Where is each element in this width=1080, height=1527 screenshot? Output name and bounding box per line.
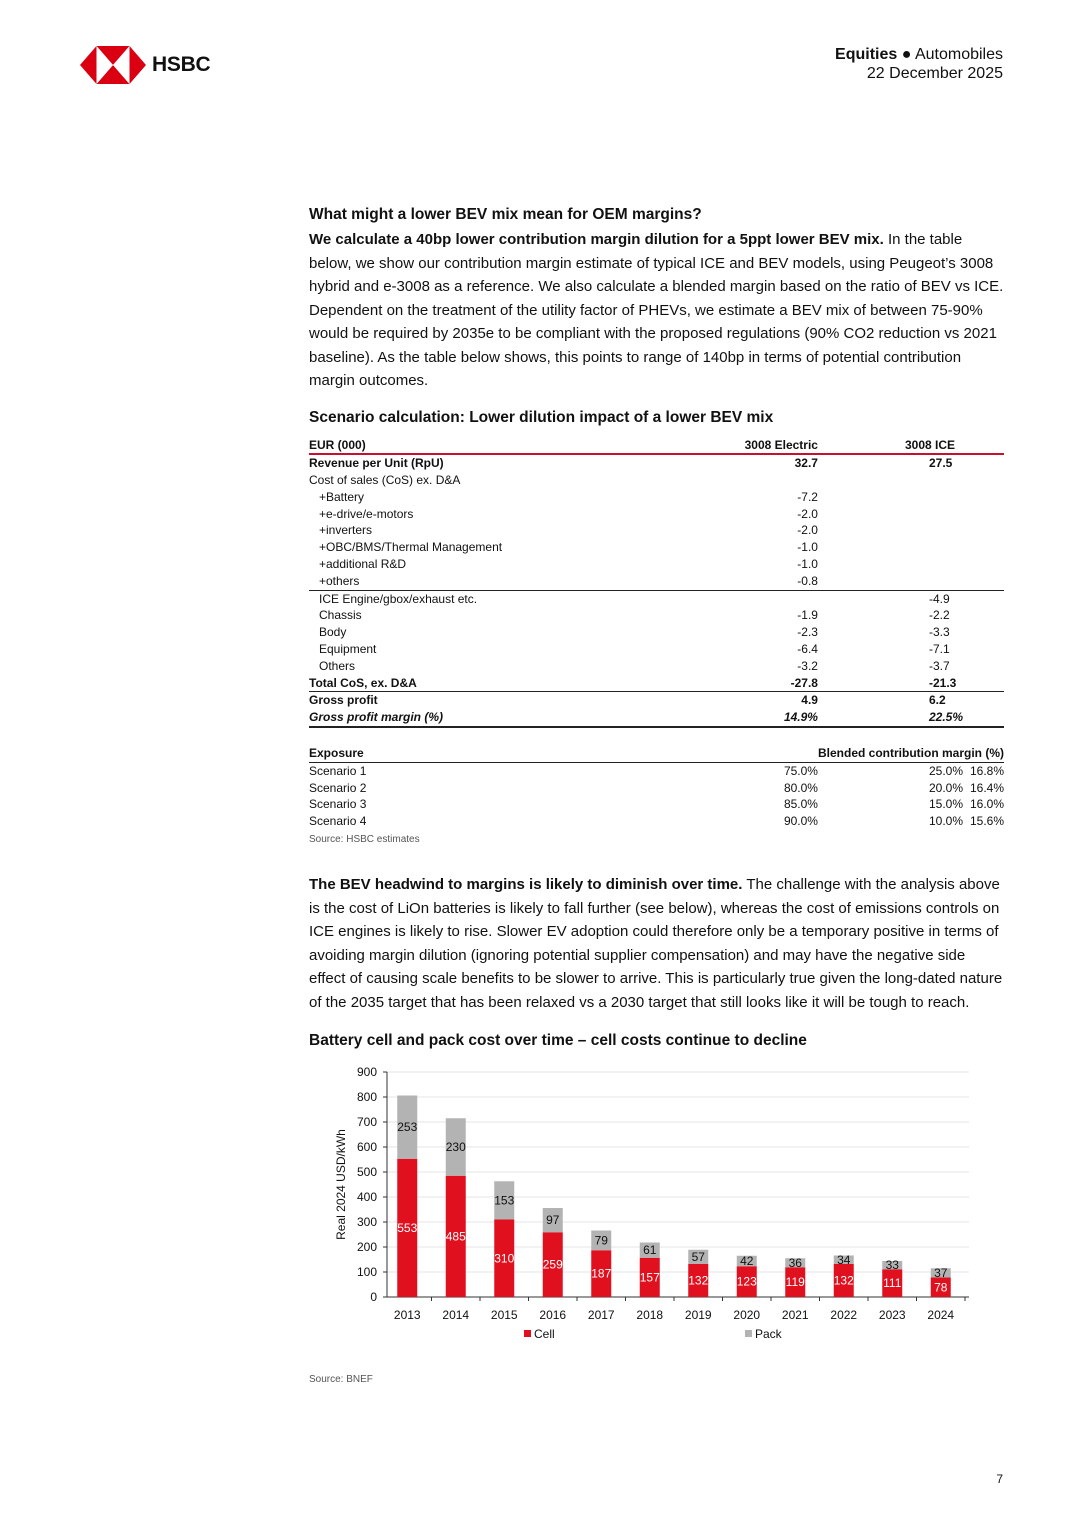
exposure-header-row [309, 745, 1004, 762]
row-label: Gross profit [309, 693, 378, 708]
scenario-ice-share: 20.0% [928, 780, 964, 795]
y-tick-label: 900 [356, 1065, 377, 1080]
row-ice-value: -3.7 [928, 658, 950, 673]
label-pack-2013: 253 [397, 1120, 418, 1135]
bullet-icon: ● [901, 46, 912, 63]
row-label: Revenue per Unit (RpU) [309, 456, 444, 471]
row-electric-value: 4.9 [801, 693, 818, 708]
section2-lead: The BEV headwind to margins is likely to diminish over time. [309, 876, 743, 894]
row-electric-value: -1.0 [797, 540, 818, 555]
row-electric-value: 14.9% [688, 709, 818, 727]
row-ice-value: 6.2 [928, 693, 946, 708]
main-content [309, 206, 1004, 1385]
legend-pack-label: Pack [755, 1327, 782, 1342]
hsbc-logo-text: HSBC [152, 53, 211, 76]
row-label: Chassis [319, 608, 362, 623]
label-pack-2016: 97 [546, 1213, 560, 1228]
row-ice-value: -7.1 [928, 642, 950, 657]
row-electric-value: 32.7 [794, 456, 818, 471]
row-ice-value: -4.9 [818, 590, 1004, 607]
scenario-bev-share: 85.0% [783, 797, 818, 812]
x-tick-label: 2016 [539, 1308, 567, 1323]
legend-pack-swatch [745, 1330, 752, 1337]
scenario-bev-share: 90.0% [783, 814, 818, 829]
section1-lead: We calculate a 40bp lower contribution margin dilution for a 5ppt lower BEV mix. [309, 231, 884, 248]
x-tick-label: 2022 [830, 1308, 858, 1323]
y-tick-label: 200 [356, 1240, 377, 1255]
label-pack-2019: 57 [691, 1249, 705, 1264]
scenario-ice-share: 25.0% [928, 763, 964, 778]
scenario-label: Scenario 1 [309, 763, 367, 778]
row-ice-value [818, 556, 1004, 573]
scenario-row [309, 762, 1004, 779]
label-cell-2022: 132 [833, 1273, 854, 1288]
row-label: +additional R&D [319, 557, 407, 572]
row-label: +others [319, 573, 360, 588]
header-section: Equities [835, 46, 898, 63]
row-electric-value: -7.2 [797, 489, 818, 504]
scenario-blended-margin: 16.8% [969, 763, 1004, 778]
chart-title: Battery cell and pack cost over time – cell costs continue to decline [309, 1032, 807, 1050]
scenario-table [309, 437, 1004, 831]
table-row [309, 590, 1004, 607]
row-electric-value: -27.8 [688, 675, 818, 692]
row-label: Body [319, 625, 347, 640]
row-electric-value: -1.9 [797, 608, 818, 623]
label-pack-2018: 61 [643, 1243, 657, 1258]
row-ice-value [818, 506, 1004, 523]
hsbc-logo [80, 46, 210, 84]
x-tick-label: 2020 [733, 1308, 761, 1323]
label-cell-2015: 310 [494, 1251, 515, 1266]
label-pack-2015: 153 [494, 1193, 515, 1208]
legend-cell-label: Cell [534, 1327, 555, 1342]
y-tick-label: 600 [356, 1140, 377, 1155]
section1-paragraph [309, 228, 1004, 393]
x-tick-label: 2019 [684, 1308, 712, 1323]
row-ice-value: -3.3 [928, 625, 950, 640]
y-tick-label: 100 [356, 1265, 377, 1280]
table-row [309, 489, 1004, 506]
hsbc-hexagon-icon [80, 46, 146, 84]
table-title: Scenario calculation: Lower dilution impact of a lower BEV mix [309, 408, 774, 426]
chart-source: Source: BNEF [309, 1374, 373, 1386]
header-electric: 3008 Electric [688, 437, 818, 455]
scenario-blended-margin: 15.6% [969, 814, 1004, 829]
header-date: 22 December 2025 [866, 65, 1003, 82]
label-pack-2021: 36 [788, 1255, 802, 1270]
row-ice-value: 22.5% [818, 709, 1004, 727]
section-heading: What might a lower BEV mix mean for OEM margins? [309, 206, 702, 223]
x-tick-label: 2013 [393, 1308, 421, 1323]
table-row [309, 522, 1004, 539]
scenario-bev-share: 75.0% [783, 763, 818, 778]
y-tick-label: 0 [370, 1290, 377, 1305]
scenario-blended-margin: 16.0% [969, 797, 1004, 812]
label-pack-2024: 37 [934, 1265, 948, 1280]
row-electric-value: -2.0 [797, 523, 818, 538]
label-cell-2020: 123 [736, 1274, 757, 1289]
label-pack-2017: 79 [594, 1233, 608, 1248]
header-ice: 3008 ICE [818, 437, 1004, 455]
blended-margin-header: Blended contribution margin (%) [818, 745, 1004, 762]
table-row [309, 675, 1004, 692]
scenario-bev-share: 80.0% [783, 780, 818, 795]
y-axis-label: Real 2024 USD/kWh [334, 1129, 348, 1240]
table-row [309, 607, 1004, 624]
row-electric-value: -0.8 [797, 573, 818, 588]
x-tick-label: 2021 [781, 1308, 809, 1323]
label-cell-2016: 259 [542, 1257, 563, 1272]
row-label: Gross profit margin (%) [309, 709, 643, 727]
row-label: +inverters [319, 523, 373, 538]
x-tick-label: 2023 [878, 1308, 906, 1323]
row-electric-value: -6.4 [797, 642, 818, 657]
row-ice-value [818, 489, 1004, 506]
table-row [309, 539, 1004, 556]
scenario-ice-share: 15.0% [928, 797, 964, 812]
x-tick-label: 2017 [587, 1308, 615, 1323]
label-cell-2017: 187 [591, 1266, 612, 1281]
row-electric-value: -2.0 [797, 506, 818, 521]
row-ice-value: 27.5 [928, 456, 953, 471]
table-source: Source: HSBC estimates [309, 834, 420, 846]
row-electric-value: -3.2 [797, 658, 818, 673]
table-row [309, 709, 1004, 727]
y-tick-label: 700 [356, 1115, 377, 1130]
label-pack-2022: 34 [837, 1252, 851, 1267]
label-pack-2020: 42 [740, 1254, 754, 1269]
row-ice-value [818, 539, 1004, 556]
table-spacer [309, 727, 1004, 745]
label-cell-2019: 132 [688, 1273, 709, 1288]
scenario-label: Scenario 3 [309, 797, 367, 812]
scenario-label: Scenario 2 [309, 780, 367, 795]
table-row [309, 692, 1004, 709]
header-subsection: Automobiles [914, 46, 1003, 63]
row-label: Others [319, 658, 356, 673]
table-row [309, 573, 1004, 590]
label-pack-2023: 33 [885, 1258, 899, 1273]
x-tick-label: 2018 [636, 1308, 664, 1323]
row-label: Total CoS, ex. D&A [309, 675, 643, 692]
scenario-label: Scenario 4 [309, 814, 367, 829]
table-row [309, 472, 1004, 489]
report-header [835, 45, 1003, 83]
table-header-row [309, 437, 1004, 455]
row-ice-value [818, 472, 1004, 489]
y-tick-label: 500 [356, 1165, 377, 1180]
row-label: Equipment [319, 642, 377, 657]
row-electric-value [688, 590, 818, 607]
section2-body: The challenge with the analysis above is the cost of LiOn batteries is likely to fall further (see below), whereas the cost of emissions controls on ICE engines is likely to rise. Slower EV adoption could therefore only be a temporary positive in terms of avoiding margin dilution (ignoring potential supplier compensation) and may have the negative side effect of causing scale benefits to be slower to arrive. This is particularly true given the long-dated nature of the 2035 target that has been relaxed vs a 2030 target that still looks like it will be tough to reach. [309, 876, 1003, 1011]
header-label: EUR (000) [309, 437, 643, 455]
table-row [309, 506, 1004, 523]
scenario-row [309, 780, 1004, 797]
row-label: Cost of sales (CoS) ex. D&A [309, 473, 461, 488]
y-tick-label: 400 [356, 1190, 377, 1205]
row-label: ICE Engine/gbox/exhaust etc. [309, 590, 643, 607]
row-ice-value: -2.2 [928, 608, 950, 623]
row-ice-value [818, 573, 1004, 590]
y-tick-label: 800 [356, 1090, 377, 1105]
label-cell-2024: 78 [934, 1280, 948, 1295]
scenario-ice-share: 10.0% [928, 814, 964, 829]
table-row [309, 658, 1004, 675]
exposure-label: Exposure [309, 745, 643, 762]
chart-svg [309, 1064, 1004, 1364]
label-cell-2018: 157 [639, 1270, 660, 1285]
section1-body: In the table below, we show our contribution margin estimate of typical ICE and BEV models, using Peugeot’s 3008 hybrid and e-3008 as a reference. We also calculate a blended margin based on the ratio of BEV vs ICE. Dependent on the treatment of the utility factor of PHEVs, we estimate a BEV mix of between 75-90% would be required by 2035e to be compliant with the proposed regulations (90% CO2 reduction vs 2021 baseline). As the table below shows, this points to range of 140bp in terms of potential contribution margin outcomes. [309, 231, 1004, 389]
battery-cost-chart [309, 1064, 1004, 1364]
x-tick-label: 2015 [490, 1308, 518, 1323]
page-number: 7 [996, 1472, 1003, 1486]
row-ice-value: -21.3 [818, 675, 1004, 692]
table-row [309, 454, 1004, 472]
y-tick-label: 300 [356, 1215, 377, 1230]
label-cell-2013: 553 [397, 1220, 418, 1235]
scenario-row [309, 813, 1004, 830]
scenario-blended-margin: 16.4% [969, 780, 1004, 795]
row-label: +OBC/BMS/Thermal Management [319, 540, 503, 555]
row-electric-value: -1.0 [797, 557, 818, 572]
table-row [309, 624, 1004, 641]
row-label: +e-drive/e-motors [319, 506, 414, 521]
section2-paragraph [309, 873, 1004, 1014]
row-electric-value [688, 472, 818, 489]
row-electric-value: -2.3 [797, 625, 818, 640]
label-cell-2014: 485 [445, 1229, 466, 1244]
x-tick-label: 2024 [927, 1308, 955, 1323]
row-label: +Battery [319, 489, 365, 504]
label-pack-2014: 230 [445, 1140, 466, 1155]
table-row [309, 641, 1004, 658]
row-ice-value [818, 522, 1004, 539]
label-cell-2021: 119 [785, 1275, 805, 1290]
x-tick-label: 2014 [442, 1308, 470, 1323]
scenario-row [309, 796, 1004, 813]
label-cell-2023: 111 [883, 1276, 902, 1291]
legend-cell-swatch [524, 1330, 531, 1337]
table-row [309, 556, 1004, 573]
